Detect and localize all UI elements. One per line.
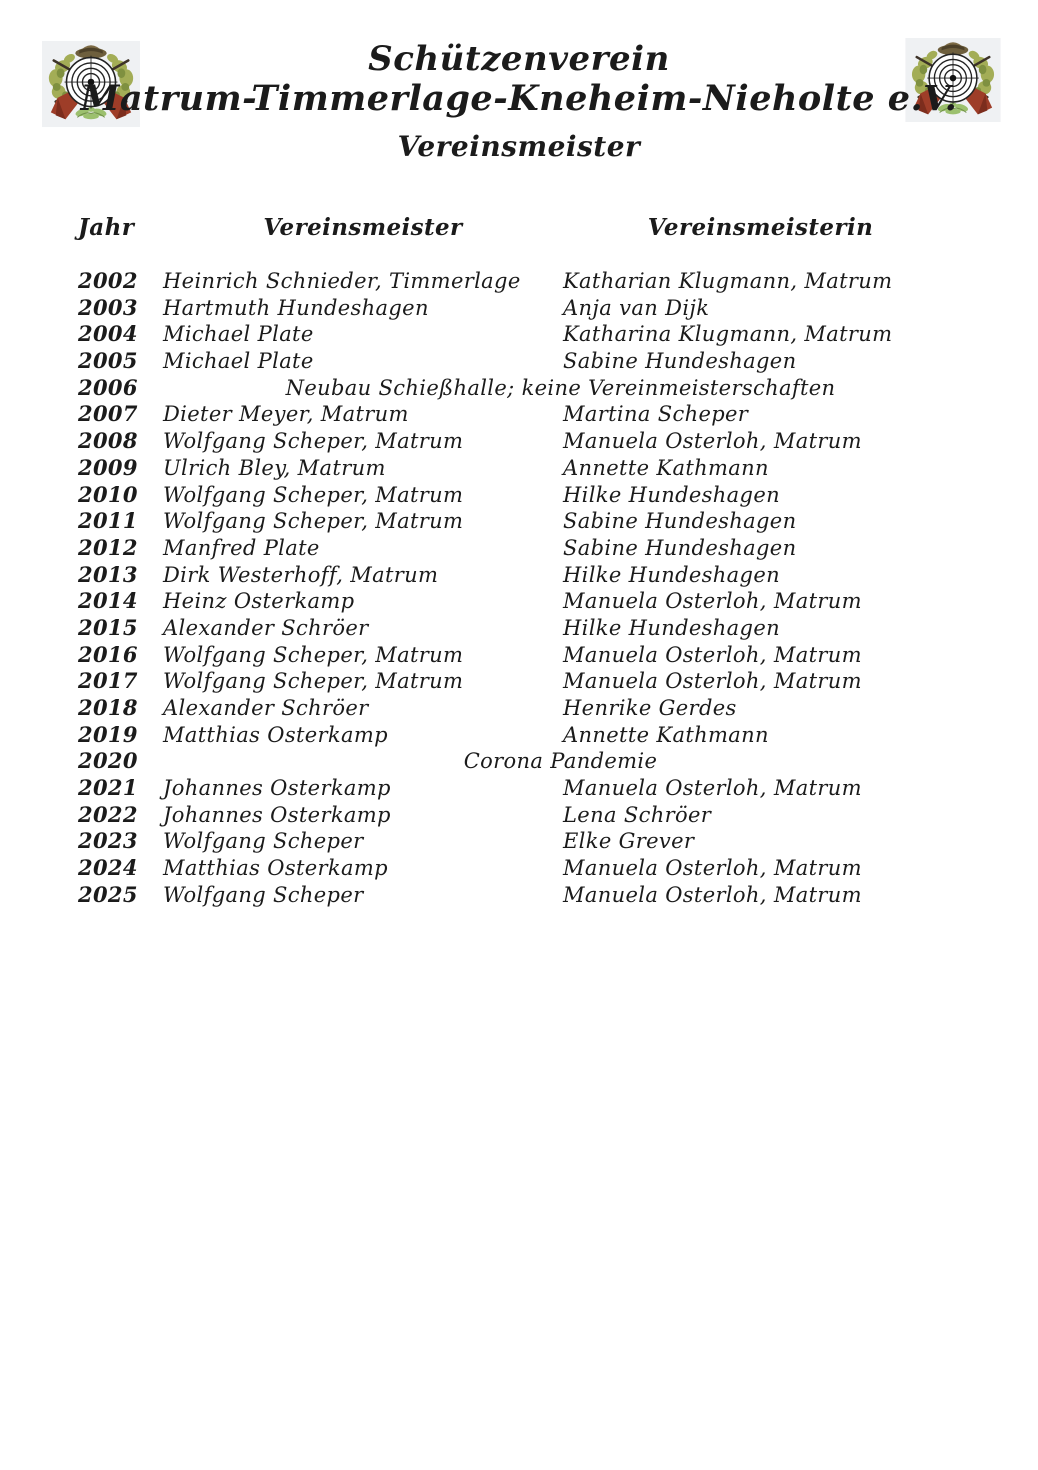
year-cell: 2022 [78,801,138,827]
vereinsmeisterin-cell: Manuela Osterloh, Matrum [563,776,862,801]
club-name-line1: Schützenverein [368,39,670,79]
document-header [0,40,1038,163]
table-row [0,535,1038,562]
vereinsmeisterin-cell: Annette Kathmann [563,455,769,480]
year-cell: 2002 [78,268,138,293]
vereinsmeister-cell: Heinz Osterkamp [163,589,355,614]
vereinsmeisterin-cell: Elke Grever [563,829,695,854]
table-row [0,882,1038,909]
club-name-line2: Matrum-Timmerlage-Kneheim-Nieholte e.V. [80,78,958,119]
vereinsmeisterin-cell: Anja van Dijk [563,295,710,320]
table-row [0,295,1038,322]
table-row [0,802,1038,829]
column-header-vereinsmeister: Vereinsmeister [263,214,463,241]
vereinsmeister-cell: Johannes Osterkamp [163,802,391,827]
table-row [0,695,1038,722]
vereinsmeisterin-cell: Manuela Osterloh, Matrum [563,429,862,454]
vereinsmeisterin-cell: Katharina Klugmann, Matrum [563,322,893,347]
column-header-vereinsmeisterin: Vereinsmeisterin [647,214,874,241]
vereinsmeister-cell: Wolfgang Scheper [163,882,364,907]
table-row [0,455,1038,482]
table-row [0,321,1038,348]
year-cell: 2010 [78,481,138,507]
vereinsmeisterin-cell: Martina Scheper [563,402,749,427]
table-row [0,401,1038,428]
vereinsmeister-cell: Wolfgang Scheper, Matrum [163,642,464,667]
vereinsmeisterin-cell: Manuela Osterloh, Matrum [563,589,862,614]
year-cell: 2005 [78,348,138,374]
year-cell: 2018 [78,695,138,720]
vereinsmeister-cell: Wolfgang Scheper, Matrum [163,669,464,694]
table-row [0,828,1038,855]
year-cell: 2007 [78,401,138,427]
vereinsmeisterin-cell: Manuela Osterloh, Matrum [563,856,862,881]
vereinsmeister-cell: Wolfgang Scheper, Matrum [163,509,464,534]
table-row [0,855,1038,882]
vereinsmeisterin-cell: Hilke Hundeshagen [563,562,780,587]
vereinsmeister-cell: Hartmuth Hundeshagen [163,295,429,320]
note-cell: Neubau Schießhalle; keine Vereinmeisterschaften [285,375,836,400]
table-row [0,668,1038,695]
table-row-note [0,748,1038,775]
year-cell: 2015 [78,614,138,640]
vereinsmeister-cell: Dieter Meyer, Matrum [163,402,409,427]
vereinsmeister-cell: Wolfgang Scheper, Matrum [163,429,464,454]
vereinsmeister-cell: Matthias Osterkamp [163,856,388,881]
vereinsmeister-cell: Alexander Schröer [163,696,369,720]
vereinsmeisterin-cell: Manuela Osterloh, Matrum [563,882,862,907]
column-header-jahr: Jahr [78,214,135,241]
table-row [0,615,1038,642]
year-cell: 2013 [78,561,138,587]
vereinsmeister-cell: Wolfgang Scheper, Matrum [163,482,464,507]
year-cell: 2009 [78,454,138,480]
table-row [0,588,1038,615]
vereinsmeisterin-cell: Sabine Hundeshagen [563,349,797,374]
year-cell: 2017 [78,668,138,694]
table-row [0,722,1038,749]
note-cell: Corona Pandemie [463,749,658,774]
vereinsmeister-cell: Dirk Westerhoff, Matrum [163,562,439,587]
vereinsmeisterin-cell: Annette Kathmann [563,722,769,747]
vereinsmeisterin-cell: Henrike Gerdes [563,696,737,720]
year-cell: 2021 [78,775,138,801]
vereinsmeister-cell: Michael Plate [163,349,314,374]
table-row [0,268,1038,295]
year-cell: 2025 [78,881,138,907]
vereinsmeister-cell: Heinrich Schnieder, Timmerlage [163,269,521,293]
vereinsmeister-cell: Manfred Plate [163,535,320,560]
year-cell: 2023 [78,828,138,854]
table-header-row [0,214,1038,241]
year-cell: 2019 [78,721,138,747]
vereinsmeister-cell: Ulrich Bley, Matrum [163,455,386,480]
year-cell: 2004 [78,321,138,347]
vereinsmeister-cell: Michael Plate [163,322,314,347]
table-row [0,428,1038,455]
vereinsmeisterin-cell: Katharian Klugmann, Matrum [563,269,893,293]
vereinsmeisterin-cell: Lena Schröer [563,802,712,827]
table-row [0,775,1038,802]
vereinsmeisterin-cell: Sabine Hundeshagen [563,509,797,534]
table-row [0,562,1038,589]
table-row [0,508,1038,535]
vereinsmeisterin-cell: Manuela Osterloh, Matrum [563,669,862,694]
year-cell: 2024 [78,855,138,881]
vereinsmeister-cell: Alexander Schröer [163,615,369,640]
year-cell: 2006 [78,374,138,400]
vereinsmeisterin-cell: Manuela Osterloh, Matrum [563,642,862,667]
vereinsmeisterin-cell: Sabine Hundeshagen [563,535,797,560]
year-cell: 2008 [78,428,138,454]
vereinsmeister-cell: Wolfgang Scheper [163,829,364,854]
year-cell: 2003 [78,294,138,320]
table-body [0,268,1038,909]
table-row [0,482,1038,509]
table-row [0,348,1038,375]
vereinsmeister-cell: Matthias Osterkamp [163,722,388,747]
vereinsmeisterin-cell: Hilke Hundeshagen [563,615,780,640]
table-row [0,642,1038,669]
page-title: Vereinsmeister [397,130,641,163]
year-cell: 2020 [78,748,138,774]
year-cell: 2011 [78,508,138,534]
table-row-note [0,375,1038,402]
year-cell: 2012 [78,534,138,560]
year-cell: 2014 [78,588,138,614]
vereinsmeister-cell: Johannes Osterkamp [163,776,391,801]
year-cell: 2016 [78,641,138,667]
vereinsmeisterin-cell: Hilke Hundeshagen [563,482,780,507]
